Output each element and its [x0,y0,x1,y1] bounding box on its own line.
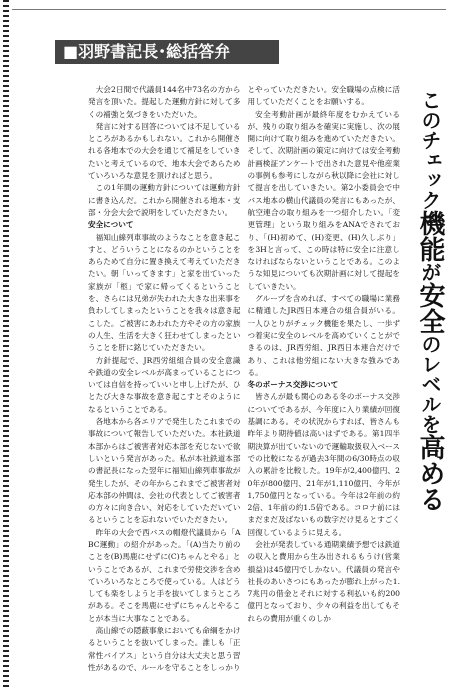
paragraph: 会社が発表している通期業績予想では鉄道の収入と費用から生み出されるもうけ(営業損益)は45億円でしかない。代議員の発言や社長のあいさつにもあったが膨れ上がった1.7兆円の借金とそれに対する利払いも約200億円となっており、少々の利益を出してもそれらの費用が重くのしか [247,539,400,623]
headline-text: 安全 [415,282,445,334]
paragraph: 昨年の大会で西バスの帽燈代議員から「ABC運動」の紹介があった。「(A)当たり前のことを(B)馬鹿にせずに(C)ちゃんとやる」ということであるが、これまで労使交渉を含めていろいろなところで使っている。人はどうしても楽をしようと手を抜いてしまうところがある。そこを馬鹿にせずにちゃんとやることが本当に大事なことである。 [88,527,241,623]
vertical-headline [408,90,450,650]
paragraph: 大会2日間で代議員144名中73名の方から発言を頂いた。提起した運動方針に対して多くの補強と気づきをいただいた。 [88,85,241,119]
article-body [88,84,400,684]
headline-text: 高める [415,434,445,512]
section-header: ■羽野書記長･総括答弁 [55,40,279,64]
headline-text: 機能 [415,210,445,262]
headline-text: が [418,262,442,282]
subheading-safety: 安全について [88,220,134,230]
top-rule [12,9,446,10]
headline-text: このチェック [418,90,442,210]
paragraph: 福知山線列車事故のようなことを意き起こすと、どういうことになるのかということをあらためて自分に置き換えて考えていただきたい。朝「いってきます」と家を出ていった家族が「柩」で家に帰ってくるということを、さらには兄弟が失われた大きな出来事を負わしてしまったということを我々は意き起こした。ご被害にあわれた方やその方の家族の人生、生活を大きく狂わせてしまったということを肝に銘じていただきたい。 [88,232,241,353]
paragraph: この1年間の運動方針については運動方針に書き込んだ。これから開催される地本・支部・分会大会で説明をしていただきたい。 [88,183,241,217]
paragraph: 高山線での隠蔽事象においても命綱をかけるということを抜いてしまった。誰しも「正常性バイアス」という自分は大丈夫と思う習性があるので、ルールを守ることをしっかりとやっていただきたい。安全職場の点検に活用していただくことをお願いする。 [88,85,400,672]
paragraph: 発言に対する回答については不足しているところがあるかもしれない。これから開催される各地本での大会を通じて補足をしていきたいと考えているので、地本大会であらためていろいろな意見を頂ければと思う。 [88,121,241,181]
paragraph: 各地本から各エリアで発生したこれまでの事故について報告していただいた。本社鉄道本部からはご被害者対応本部を充じないで欲しいという発言があった。私が本社鉄道本部の書記長になった翌年に福知山線列車事故が発生したが、その年からこれまでご被害者対応本部の仲間は、会社の代表としてご被害者の方々に向き合い、対応をしていただいているということを忘れないでいただきたい。 [88,417,241,525]
subheading-bonus: 冬のボーナス交渉について [247,380,339,390]
paragraph: 方針提起で、JR西労組組合員の安全意識や鉄道の安全レベルが高まっていることについては自信を持っていいと申し上げたが、ひとたび大きな事故を意き起こすとそのようになるということである。 [88,355,241,414]
headline-text: のレベルを [418,334,442,434]
paragraph: 安全考動計画が最終年度をむかえているが、残りの取り組みを確実に実施し、次の展開に向けて取り組みを進めていただきたい。そして、次期計画の策定に向けては安全考動計画検証アンケートで出された意見や他産業の事例も参考にしながら秋以降に会社に対して提言を出していきたい。第2小委員会で中バス地本の横山代議員の発言にもあったが、航空連合の取り組みを一つ紹介したい。「変更管理」という取り組みをANAでされており、「(H)初めて、(H)変更、(H)久しぶり」を3Hと言って、この時は特に安全に注意しなければならないということである。このような知見についても次期計画に対して提起をしていきたい。 [247,109,400,291]
paragraph: グループを含めれば、すべての職場に業務に精通したJR西日本連合の組合員がいる。一人ひとりがチェック機能を果たし、一歩ずつ着実に安全のレベルを高めていくことができるのは、JR西労組、JR西日本連合だけであり、これは他労組にない大きな強みである。 [247,294,400,377]
left-margin-bar [3,0,9,688]
paragraph: 皆さんが最も関心のある冬のボーナス交渉についてであるが、今年度に入り業績が回復基調にある。その状況からすれば、皆さんも昨年より期待値は高いはずである。第1四半期決算が出ていないので運輸取扱収入ベースでの比較になるが過去3年間の6/30時点の収入の累計を比較した。19年が2,400億円、20年が800億円、21年が1,110億円、今年が1,750億円となっている。今年は2年前の約2倍、1年前の約1.5倍である。コロナ前にはまだまだ及ばないもの数字だけ見るとすごく回復しているように見える。 [247,392,400,537]
